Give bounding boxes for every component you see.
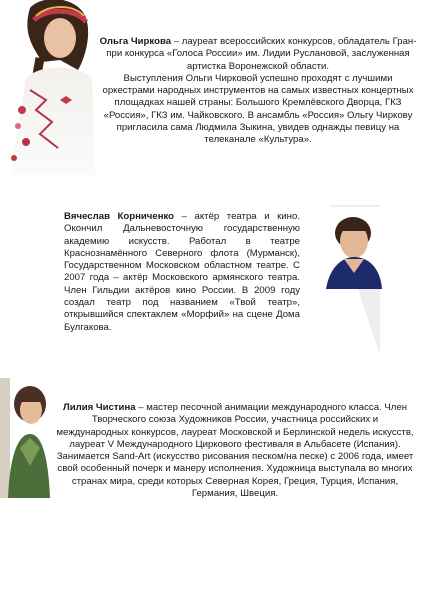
olga-chirkova-name: Ольга Чиркова [99,36,172,47]
olga-chirkova-photo [0,0,95,175]
liliya-chistina-photo [0,378,50,498]
vyacheslav-kornichenko-name: Вячеслав Корниченко [64,211,175,222]
vyacheslav-kornichenko-text [64,211,300,334]
olga-chirkova-text [97,36,419,147]
vyacheslav-kornichenko-para: Вячеслав Корниченко – актёр театра и кино. Окончил Дальневосточную государственную академию искусств. Работал в театре Краснознамённого Северного флота (Мурманск), Государственном Московском областном театре. С 2007 года – актёр Московского армянского театра. Член Гильдии актёров кино России. В 2009 году создал театр под названием «Твой театр», открывшийся спектаклем «Морфий» на сцене Дома Булгакова. [64,211,300,333]
section-olga-chirkova [0,0,425,190]
liliya-chistina-name: Лилия Чистина [62,402,136,413]
section-vyacheslav-kornichenko [0,195,425,360]
olga-chirkova-intro: Ольга Чиркова – лауреат всероссийских конкурсов, обладатель Гран-при конкурса «Голоса России» им. Лидии Руслановой, заслуженная артистка Воронежской области. [99,36,417,72]
liliya-chistina-para: Лилия Чистина – мастер песочной анимации международного класса. Член Творческого союза Художников России, участница российских и международных конкурсов, лауреат Московской и Берлинской недель искусств, лауреат V Международного Циркового фестиваля в Альбасете (Испания). Занимается Sand-Art (искусство рисования песком/на песке) с 2006 года, имеет свой особенный почерк и манеру исполнения. Художница выступала во многих странах мира, среди которых Северная Корея, Греция, Турция, Испания, Германия, Швеция. [56,402,414,500]
section-liliya-chistina [0,378,425,607]
vyacheslav-kornichenko-photo [322,207,384,289]
olga-chirkova-body: Выступления Ольги Чирковой успешно проходят с лучшими оркестрами народных инструментов на самых известных концертных площадках нашей страны: Большого Кремлёвского Дворца, ГКЗ «Россия», ГКЗ им. Чайковского. В ансамбль «Россия» Ольгу Чиркову пригласила сама Людмила Зыкина, увидев однажды певицу на телеканале «Культура». [102,72,414,146]
liliya-chistina-text [56,402,414,500]
